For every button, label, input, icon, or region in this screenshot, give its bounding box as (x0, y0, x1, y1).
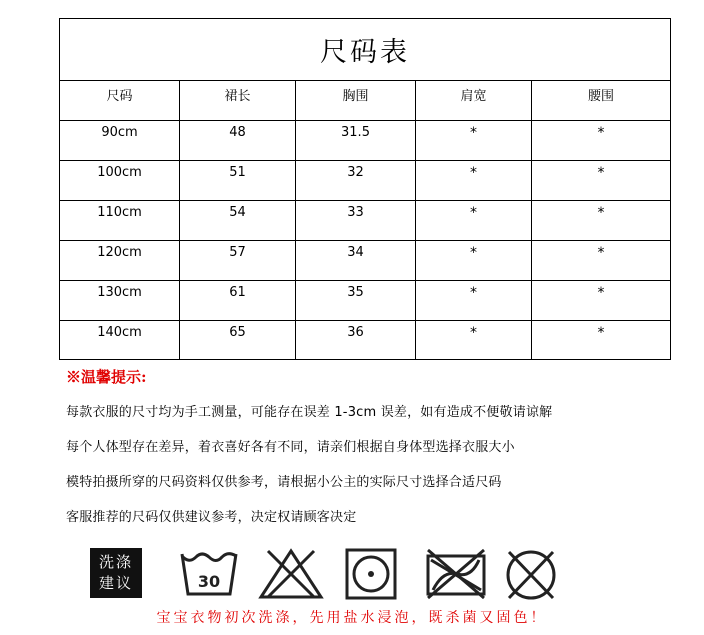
column-header: 腰围 (587, 89, 614, 104)
table-cell: * (416, 281, 532, 320)
column-header: 肩宽 (416, 81, 532, 120)
no-dry-clean-icon (503, 548, 559, 602)
table-cell: * (597, 285, 605, 301)
table-cell: * (597, 205, 605, 221)
table-cell: * (597, 165, 605, 181)
size-table (59, 18, 671, 360)
table-cell: * (597, 125, 605, 141)
table-cell: 54 (180, 201, 296, 240)
table-cell: * (416, 121, 532, 160)
no-wring-icon (423, 548, 489, 600)
table-cell: * (597, 245, 605, 261)
column-header: 尺码 (60, 81, 180, 120)
table-cell: 31.5 (296, 121, 416, 160)
table-row (60, 281, 670, 321)
table-cell: 33 (296, 201, 416, 240)
table-row (60, 321, 670, 360)
tip-line: 每个人体型存在差异，着衣喜好各有不同，请亲们根据自身体型选择衣服大小 (66, 440, 515, 455)
tip-line: 每款衣服的尺寸均为手工测量，可能存在误差 1-3cm 误差，如有造成不便敬请谅解 (66, 405, 553, 420)
table-cell: 48 (180, 121, 296, 160)
table-cell: 61 (180, 281, 296, 320)
table-cell: 100cm (60, 161, 180, 200)
table-cell: 34 (296, 241, 416, 280)
tip-line: 模特拍摄所穿的尺码资料仅供参考，请根据小公主的实际尺寸选择合适尺码 (66, 475, 502, 490)
table-cell: 110cm (60, 201, 180, 240)
table-cell: 90cm (60, 121, 180, 160)
wash-temp-label: 30 (197, 572, 221, 591)
table-cell: * (416, 201, 532, 240)
table-cell: 35 (296, 281, 416, 320)
table-cell: 65 (180, 321, 296, 360)
table-row (60, 161, 670, 201)
wash-advice-line: 洗涤 (98, 553, 133, 571)
column-header: 裙长 (180, 81, 296, 120)
table-cell: 57 (180, 241, 296, 280)
table-cell: 32 (296, 161, 416, 200)
table-cell: * (416, 241, 532, 280)
table-cell: 130cm (60, 281, 180, 320)
size-grid (60, 81, 670, 360)
table-cell: * (416, 321, 532, 360)
tips-title: ※温馨提示: (66, 368, 147, 386)
table-row (60, 201, 670, 241)
care-footer-note: 宝宝衣物初次洗涤，先用盐水浸泡，既杀菌又固色！ (156, 610, 548, 626)
table-row (60, 241, 670, 281)
wash-advice-label (90, 548, 142, 598)
table-cell: * (416, 161, 532, 200)
table-row (60, 121, 670, 161)
table-cell: 120cm (60, 241, 180, 280)
tip-line: 客服推荐的尺码仅供建议参考，决定权请顾客决定 (66, 510, 357, 525)
table-cell: * (597, 325, 605, 341)
table-header-row (60, 81, 670, 121)
wash-30-icon (178, 548, 240, 600)
wash-advice-line: 建议 (98, 574, 133, 592)
table-cell: 51 (180, 161, 296, 200)
no-bleach-icon (258, 548, 324, 600)
page-title: 尺码表 (60, 19, 670, 81)
care-instructions (0, 548, 704, 602)
table-cell: 140cm (60, 321, 180, 360)
column-header: 胸围 (296, 81, 416, 120)
no-tumble-dry-icon (345, 548, 397, 600)
table-cell: 36 (296, 321, 416, 360)
